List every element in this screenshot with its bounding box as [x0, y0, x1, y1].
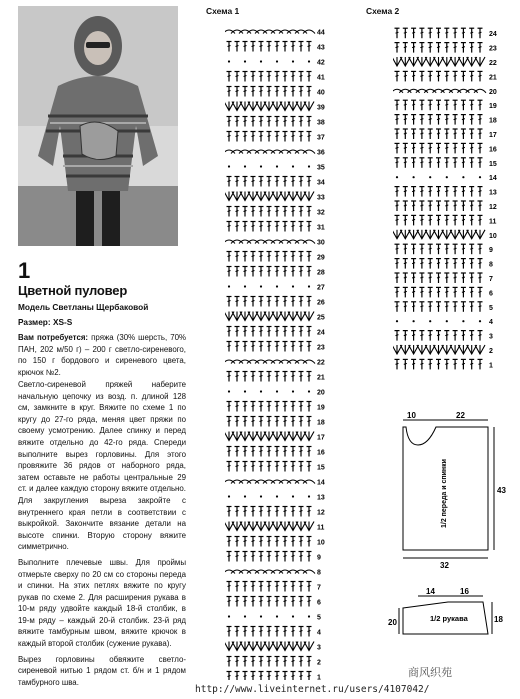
row-number: 26	[317, 299, 325, 307]
body-label: 1/2 переда и спинки	[441, 459, 448, 528]
scheme-row	[227, 117, 325, 127]
source-url: http://www.liveinternet.ru/users/4107042/	[195, 684, 430, 695]
scheme-row	[396, 175, 497, 182]
scheme-row	[395, 129, 497, 139]
scheme-row	[227, 552, 322, 562]
scheme-row	[395, 244, 494, 254]
scheme-row	[395, 201, 497, 211]
sleeve-dim-top-a: 14	[426, 587, 435, 596]
row-number: 1	[317, 674, 321, 680]
instruction-paragraph: Вырез горловины обвяжите светло-сиреневой нитью 1 рядом ст. б/н и 1 рядом тамбурного шва.	[18, 654, 186, 687]
row-number: 6	[317, 599, 321, 607]
row-number: 18	[489, 117, 497, 125]
scheme-row	[395, 215, 497, 225]
scheme-row	[227, 402, 325, 412]
row-number: 30	[317, 239, 325, 247]
row-number: 13	[489, 189, 497, 197]
row-number: 10	[489, 232, 497, 240]
row-number: 12	[317, 509, 325, 517]
scheme-row	[225, 360, 325, 367]
scheme-row	[227, 372, 325, 382]
row-number: 34	[317, 179, 325, 187]
instruction-paragraph: Светло-сиреневой пряжей наберите начальную цепочку из возд. п. длиной 128 см, замкните в круг. Вяжите по схеме 1 по кругу до 27-го ряда, меняя цвет пряжи по своему усмотрению. Далее спинку и перед вяжите отдельно до 42-го ряда. Спереди выполните вырез горловины. Для этого провяжите 36 рядов от наборного ряда, затем оставьте не работы центральные 29 ст. и далее каждую сторону вяжите отдельно. Для закругления выреза закройте с внутреннего края петли в соответствии с выкройкой. Закончите вязание детали на высоте спинки. Вторую сторону вяжите симметрично.	[18, 380, 186, 552]
scheme-row	[395, 115, 497, 125]
scheme-row	[227, 87, 325, 97]
row-number: 36	[317, 149, 325, 157]
body-schematic	[388, 410, 508, 575]
row-number: 38	[317, 119, 325, 127]
row-number: 19	[489, 103, 497, 111]
scheme-row	[228, 390, 325, 397]
row-number: 25	[317, 314, 325, 322]
scheme-row	[225, 150, 325, 157]
row-number: 42	[317, 59, 325, 67]
scheme-row	[227, 672, 322, 681]
row-number: 22	[489, 60, 497, 67]
row-number: 21	[317, 374, 325, 382]
scheme-row	[395, 28, 497, 38]
row-number: 20	[489, 88, 497, 96]
scheme-row	[227, 582, 322, 592]
row-number: 10	[317, 539, 325, 547]
row-number: 8	[489, 261, 493, 269]
sleeve-dim-top-b: 16	[460, 587, 469, 596]
scheme-row	[228, 285, 325, 292]
scheme-row	[227, 597, 322, 607]
row-number: 40	[317, 89, 325, 97]
scheme1-chart	[225, 20, 340, 680]
scheme-row	[395, 187, 497, 197]
scheme-row	[227, 447, 325, 457]
model-photo	[18, 6, 178, 246]
row-number: 21	[489, 74, 497, 82]
scheme-row	[225, 522, 325, 532]
scheme-row	[227, 417, 325, 427]
scheme-row	[395, 287, 494, 297]
row-number: 1	[489, 362, 493, 370]
scheme-row	[225, 480, 325, 487]
scheme-row	[227, 252, 325, 262]
scheme1-title: Схема 1	[206, 6, 240, 16]
row-number: 24	[489, 31, 497, 39]
scheme-row	[225, 312, 325, 322]
scheme-row	[227, 177, 325, 187]
row-number: 41	[317, 74, 325, 82]
row-number: 5	[317, 614, 321, 622]
body-dim-height: 43	[497, 486, 506, 495]
row-number: 12	[489, 204, 497, 211]
row-number: 19	[317, 404, 325, 412]
scheme-row	[228, 495, 325, 502]
scheme-row	[227, 507, 325, 517]
row-number: 37	[317, 134, 325, 142]
row-number: 27	[317, 284, 325, 292]
sleeve-dim-right: 18	[494, 615, 503, 624]
row-number: 8	[317, 569, 321, 577]
sleeve-dim-height: 20	[388, 618, 397, 627]
scheme-row	[393, 57, 497, 67]
scheme-row	[393, 89, 497, 96]
row-number: 5	[489, 304, 493, 312]
scheme-row	[227, 207, 325, 217]
scheme-row	[225, 192, 325, 202]
row-number: 17	[489, 132, 497, 139]
row-number: 9	[489, 247, 493, 255]
row-number: 4	[489, 319, 493, 327]
row-number: 6	[489, 290, 493, 298]
row-number: 9	[317, 554, 321, 562]
row-number: 22	[317, 359, 325, 367]
body-dim-top-right: 22	[456, 411, 465, 420]
row-number: 7	[317, 584, 321, 592]
model-author: Модель Светланы Щербаковой	[18, 302, 149, 312]
row-number: 43	[317, 44, 325, 52]
row-number: 11	[489, 218, 497, 226]
sleeve-label: 1/2 рукава	[430, 614, 468, 623]
scheme-row	[227, 327, 325, 337]
scheme-row	[395, 43, 497, 53]
row-number: 24	[317, 329, 325, 337]
row-number: 35	[317, 164, 325, 172]
scheme-row	[395, 71, 497, 81]
row-number: 33	[317, 194, 325, 202]
row-number: 15	[489, 160, 497, 168]
row-number: 13	[317, 494, 325, 502]
scheme-row	[225, 102, 325, 112]
scheme-row	[227, 342, 325, 352]
row-number: 32	[317, 209, 325, 217]
size-label: Размер: XS-S	[18, 317, 73, 327]
scheme-row	[395, 302, 494, 312]
row-number: 2	[317, 659, 321, 667]
scheme-row	[395, 331, 494, 341]
row-number: 7	[489, 276, 493, 283]
row-number: 29	[317, 254, 325, 262]
row-number: 14	[489, 175, 497, 183]
scheme-row	[228, 615, 321, 622]
scheme-row	[225, 240, 325, 247]
pattern-title: Цветной пуловер	[18, 283, 128, 298]
scheme-row	[227, 222, 325, 232]
body-dim-top-left: 10	[407, 411, 416, 420]
row-number: 31	[317, 224, 325, 232]
scheme-row	[395, 158, 497, 168]
scheme-row	[395, 259, 494, 269]
row-number: 39	[317, 104, 325, 112]
scheme-row	[225, 30, 325, 37]
body-dim-width: 32	[440, 561, 449, 570]
scheme-row	[227, 627, 322, 637]
scheme2-chart	[393, 22, 505, 374]
pattern-number: 1	[18, 258, 31, 283]
scheme-row	[227, 132, 325, 142]
scheme-row	[393, 230, 497, 240]
row-number: 11	[317, 524, 325, 532]
row-number: 16	[489, 146, 497, 154]
row-number: 28	[317, 269, 325, 277]
scheme-row	[227, 657, 322, 667]
instruction-paragraph: Выполните плечевые швы. Для проймы отмерьте сверху по 20 см со стороны переда и спинки. На этих петлях вяжите по кругу рукав по схеме 2. Для расширения рукава в 10-м ряду удвойте каждый 18-й столбик, в 19-м ряду – каждый 20-й столбик. 23-й ряд вяжите тамбурным швом, вяжите крючок в каждый второй столбик (сужение рукава).	[18, 557, 186, 649]
row-number: 3	[317, 644, 321, 652]
row-number: 4	[317, 629, 321, 637]
scheme-row	[227, 297, 325, 307]
sleeve-schematic	[388, 586, 508, 656]
scheme-row	[228, 165, 325, 172]
scheme-row	[227, 267, 325, 277]
scheme-row	[225, 570, 321, 577]
materials-text: пряжа (30% шерсть, 70% ПАН, 202 м/50 г) – 200 г светло-сиреневого, по 150 г бордового и сиреневого цвета, крючок №2.	[18, 333, 186, 377]
instructions-block	[18, 379, 186, 692]
scheme-row	[395, 359, 494, 369]
scheme-row	[393, 345, 493, 355]
row-number: 14	[317, 479, 325, 487]
scheme-row	[225, 642, 321, 652]
scheme2-title: Схема 2	[366, 6, 400, 16]
scheme-row	[228, 60, 325, 67]
scheme-row	[395, 143, 497, 153]
scheme-row	[227, 537, 325, 547]
scheme-row	[395, 100, 497, 110]
row-number: 3	[489, 333, 493, 341]
scheme-row	[227, 72, 325, 82]
materials-label: Вам потребуется:	[18, 333, 89, 342]
row-number: 44	[317, 29, 325, 37]
scheme-row	[395, 273, 494, 283]
row-number: 18	[317, 419, 325, 427]
watermark-text: 商风织苑	[408, 667, 452, 679]
materials-block	[18, 332, 186, 382]
row-number: 2	[489, 348, 493, 355]
row-number: 15	[317, 464, 325, 472]
row-number: 23	[317, 344, 325, 352]
row-number: 16	[317, 449, 325, 457]
row-number: 17	[317, 434, 325, 442]
row-number: 20	[317, 389, 325, 397]
scheme-row	[396, 319, 493, 326]
scheme-row	[227, 462, 325, 472]
row-number: 23	[489, 45, 497, 53]
scheme-row	[225, 432, 325, 442]
scheme-row	[227, 42, 325, 52]
